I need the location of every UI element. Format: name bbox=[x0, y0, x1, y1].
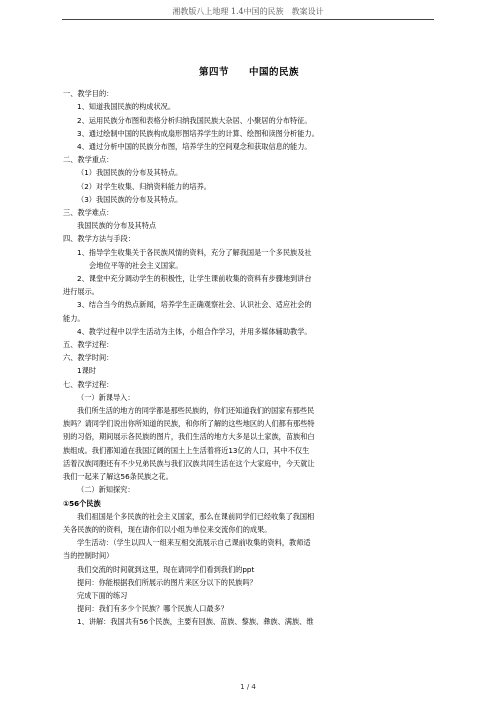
title-text: 中国的民族 bbox=[249, 67, 300, 78]
heading-objectives: 一、教学目的： bbox=[63, 89, 114, 99]
method-item-cont: 能力。 bbox=[63, 313, 85, 323]
intro-paragraph-cont: 活着汉族同胞还有不少兄弟民族与我们汉族共同生活在这个大家庭中，今天就让 bbox=[63, 458, 315, 468]
objective-item: 4、通过分析中国的民族分布图，培养学生的空间观念和获取信息的能力。 bbox=[77, 142, 312, 152]
explore-paragraph: 我们祖国是个多民族的社会主义国家，那么在课前同学们已经收集了我国相 bbox=[77, 511, 315, 521]
method-item: 3、结合当今的热点新闻，培养学生正确观察社会、认识社会、适应社会的 bbox=[77, 300, 312, 310]
explanation-line: 1、讲解：我国共有56个民族，主要有回族、苗族、黎族、彝族、满族、维 bbox=[77, 617, 314, 627]
method-item-cont: 进行展示。 bbox=[63, 287, 99, 297]
key-point-item: （2）对学生收集、归纳资料能力的培养。 bbox=[77, 181, 211, 191]
time-value: 1课时 bbox=[77, 366, 96, 376]
intro-paragraph-cont: 族吗？请同学们说出你所知道的民族，和你所了解的这些地区的人们都有那些特 bbox=[63, 419, 315, 429]
key-point-item: （1）我国民族的分布及其特点。 bbox=[77, 168, 183, 178]
document-body bbox=[63, 66, 435, 629]
student-activity-cont: 当的控制时间） bbox=[63, 551, 114, 561]
exercise-line: 完成下面的练习 bbox=[77, 590, 128, 600]
transition-line: 我们交流的时间就到这里，现在请同学们看到我们的ppt bbox=[77, 564, 255, 574]
objective-item: 1、知道我国民族的构成状况。 bbox=[77, 102, 176, 112]
heading-difficulties: 三、教学难点： bbox=[63, 208, 114, 218]
heading-process: 五、教学过程： bbox=[63, 340, 114, 350]
method-item: 4、教学过程中以学生活动为主体，小组合作学习，并用多媒体辅助教学。 bbox=[77, 326, 312, 336]
heading-process-2: 七、教学过程： bbox=[63, 379, 114, 389]
page-number: 1 / 4 bbox=[240, 683, 256, 691]
subheading-explore: （二）新知探究： bbox=[77, 485, 135, 495]
heading-time: 六、教学时间： bbox=[63, 353, 114, 363]
method-item: 2、课堂中充分调动学生的积极性，让学生课前收集的资料有步骤地到讲台 bbox=[77, 274, 312, 284]
heading-key-points: 二、教学重点： bbox=[63, 155, 114, 165]
heading-methods: 四、教学方法与手段： bbox=[63, 234, 135, 244]
student-activity: 学生活动：（学生以四人一组来互相交流展示自己课前收集的资料，教师适 bbox=[77, 538, 311, 548]
key-point-item: （3）我国民族的分布及其特点。 bbox=[77, 194, 183, 204]
document-title bbox=[63, 66, 435, 79]
title-section-number: 第四节 bbox=[198, 67, 229, 78]
page-header: 湘教版八上地理 1.4中国的民族 教案设计 bbox=[172, 7, 324, 16]
subheading-intro: （一）新课导入： bbox=[77, 392, 135, 402]
method-item-cont: 会地位平等的社会主义国家。 bbox=[89, 260, 183, 270]
method-item: 1、指导学生收集关于各民族风情的资料，充分了解我国是一个多民族及社 bbox=[77, 247, 312, 257]
intro-paragraph-cont: 我们一起来了解这56条民族之花。 bbox=[63, 472, 173, 482]
intro-paragraph: 我们所生活的地方的同学都是那些民族的，你们还知道我们的国家有那些民 bbox=[77, 406, 315, 416]
header-divider bbox=[62, 19, 434, 20]
explore-paragraph-cont: 关各民族的的资料，现在请你们以小组为单位来交流你们的成果。 bbox=[63, 524, 272, 534]
question-line: 提问：你能根据我们所展示的图片来区分以下的民族吗？ bbox=[77, 577, 257, 587]
difficulty-item: 我国民族的分布及其特点 bbox=[77, 221, 157, 231]
objective-item: 2、运用民族分布图和表格分析归纳我国民族大杂居、小聚居的分布特征。 bbox=[77, 115, 312, 125]
subheading-56-ethnic-groups: ①56个民族 bbox=[63, 498, 101, 508]
question-line: 提问：我们有多少个民族？哪个民族人口最多？ bbox=[77, 604, 228, 614]
objective-item: 3、通过绘制中国的民族构成扇形图培养学生的计算、绘图和读图分析能力。 bbox=[77, 128, 319, 138]
intro-paragraph-cont: 别的习俗，期间展示各民族的图片，我们生活的地方大多是以土家族，苗族和白 bbox=[63, 432, 315, 442]
intro-paragraph-cont: 族组成。我们都知道在我国辽阔的国土上生活着将近13亿的人口，其中不仅生 bbox=[63, 445, 310, 455]
